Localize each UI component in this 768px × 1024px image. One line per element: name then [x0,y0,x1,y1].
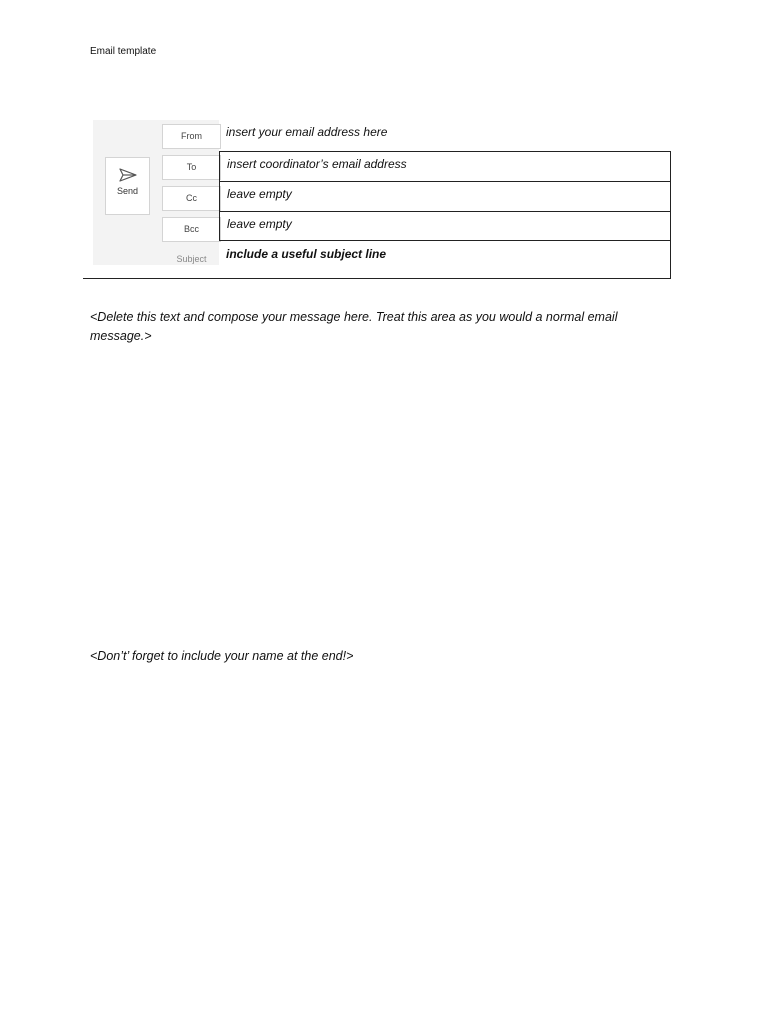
cc-label: Cc [186,193,197,203]
signoff-instruction-text[interactable]: <Don’t’ forget to include your name at the end!> [90,649,354,663]
to-button[interactable] [162,155,221,180]
send-arrow-icon [119,168,137,182]
from-button[interactable] [162,124,221,149]
page-header-title: Email template [90,46,157,57]
bcc-field[interactable]: leave empty [219,212,671,241]
cc-field[interactable]: leave empty [219,182,671,212]
table-bottom-border [83,278,671,279]
send-button[interactable] [105,157,150,215]
compose-instruction-text[interactable]: <Delete this text and compose your message here. Treat this area as you would a normal email message.> [90,310,618,343]
from-label: From [181,131,202,141]
subject-field[interactable]: include a useful subject line [219,241,671,279]
from-field[interactable]: insert your email address here [219,120,671,152]
email-header-table [83,117,671,279]
to-label: To [186,162,197,172]
send-label: Send [116,186,139,196]
bcc-label: Bcc [183,224,199,234]
bcc-button[interactable] [162,217,221,242]
to-field[interactable]: insert coordinator’s email address [219,152,671,182]
compose-panel [93,120,219,265]
cc-button[interactable] [162,186,221,211]
subject-label: Subject [176,254,207,264]
